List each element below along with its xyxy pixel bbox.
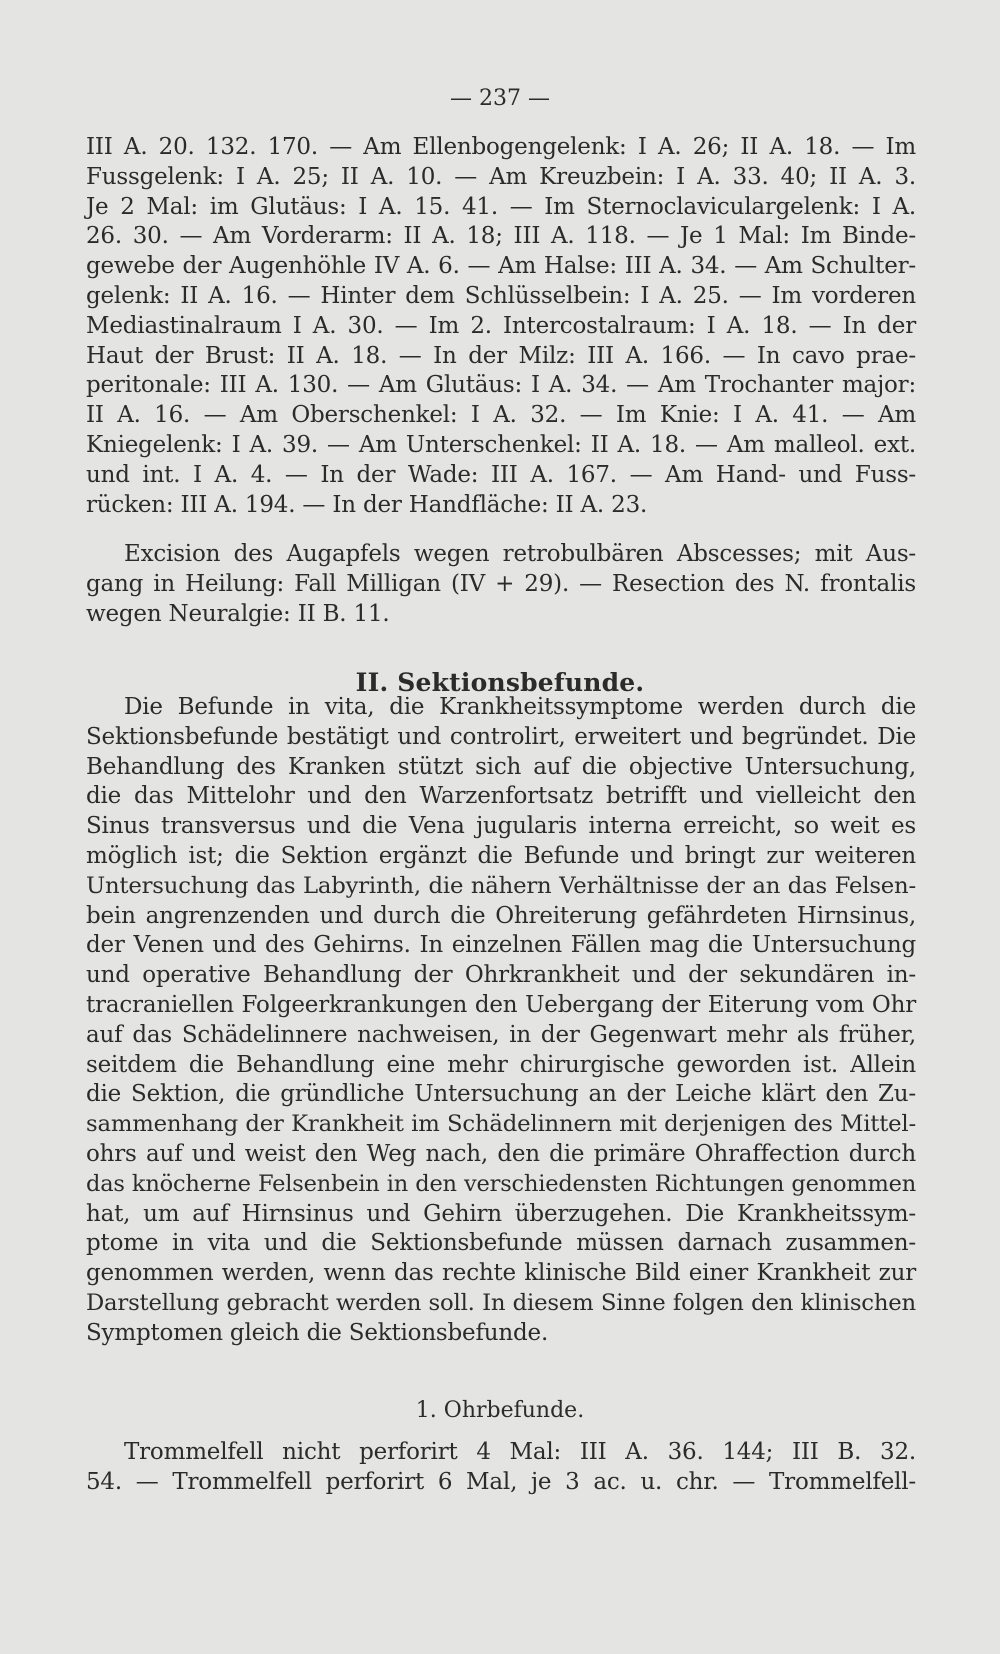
text-line: Symptomen gleich die Sektionsbefunde. (86, 1319, 549, 1346)
text-line: gewebe der Augenhöhle IV A. 6. — Am Halse: III A. 34. — Am Schulter- (86, 253, 916, 280)
text-line: III A. 20. 132. 170. — Am Ellenbogengelenk: I A. 26; II A. 18. — Im (86, 134, 916, 160)
text-line: hat, um auf Hirnsinus und Gehirn überzugehen. Die Krankheitssym- (86, 1200, 916, 1227)
text-line: die das Mittelohr und den Warzenfortsatz betrifft und vielleicht den (86, 783, 916, 810)
excision-paragraph (86, 540, 916, 629)
text-line: rücken: III A. 194. — In der Handfläche: II A. 23. (86, 491, 648, 518)
text-line: wegen Neuralgie: II B. 11. (86, 600, 390, 627)
text-line: der Venen und des Gehirns. In einzelnen Fällen mag die Untersuchung (86, 932, 916, 959)
text-line: Kniegelenk: I A. 39. — Am Unterschenkel: II A. 18. — Am malleol. ext. (86, 431, 916, 458)
text-line: II A. 16. — Am Oberschenkel: I A. 32. — Im Knie: I A. 41. — Am (86, 402, 916, 429)
text-line: möglich ist; die Sektion ergänzt die Befunde und bringt zur weiteren (86, 842, 916, 869)
text-line: Die Befunde in vita, die Krankheitssymptome werden durch die (124, 694, 916, 720)
text-line: Sektionsbefunde bestätigt und controlirt, erweitert und begründet. Die (86, 723, 916, 750)
text-line: Fussgelenk: I A. 25; II A. 10. — Am Kreuzbein: I A. 33. 40; II A. 3. (86, 163, 916, 190)
text-line: Trommelfell nicht perforirt 4 Mal: III A. 36. 144; III B. 32. (124, 1439, 916, 1465)
text-line: seitdem die Behandlung eine mehr chirurgische geworden ist. Allein (86, 1051, 916, 1078)
text-line: Behandlung des Kranken stützt sich auf die objective Untersuchung, (86, 753, 916, 780)
section-heading: II. Sektionsbefunde. (355, 668, 645, 697)
text-line: sammenhang der Krankheit im Schädelinnern mit derjenigen des Mittel- (86, 1111, 916, 1138)
text-line: 54. — Trommelfell perforirt 6 Mal, je 3 ac. u. chr. — Trommelfell- (86, 1468, 916, 1495)
text-line: Excision des Augapfels wegen retrobulbären Abscesses; mit Aus- (124, 541, 916, 567)
ohrbefunde-paragraph (86, 1438, 916, 1498)
text-line: und operative Behandlung der Ohrkrankheit und der sekundären in- (86, 962, 916, 989)
text-line: auf das Schädelinnere nachweisen, in der Gegenwart mehr als früher, (86, 1021, 916, 1048)
text-line: Haut der Brust: II A. 18. — In der Milz: III A. 166. — In cavo prae- (86, 342, 916, 369)
text-line: das knöcherne Felsenbein in den verschiedensten Richtungen genommen (86, 1170, 916, 1197)
text-line: und int. I A. 4. — In der Wade: III A. 167. — Am Hand- und Fuss- (86, 461, 916, 488)
text-line: ptome in vita und die Sektionsbefunde müssen darnach zusammen- (86, 1230, 916, 1257)
text-line: peritonale: III A. 130. — Am Glutäus: I A. 34. — Am Trochanter major: (86, 372, 916, 399)
text-line: die Sektion, die gründliche Untersuchung an der Leiche klärt den Zu- (86, 1081, 916, 1108)
text-line: gelenk: II A. 16. — Hinter dem Schlüsselbein: I A. 25. — Im vorderen (86, 282, 916, 309)
text-line: Untersuchung das Labyrinth, die nähern Verhältnisse der an das Felsen- (86, 872, 916, 899)
subsection-heading: 1. Ohrbefunde. (415, 1398, 585, 1423)
text-line: tracraniellen Folgeerkrankungen den Uebergang der Eiterung vom Ohr (86, 991, 916, 1018)
text-line: bein angrenzenden und durch die Ohreiterung gefährdeten Hirnsinus, (86, 902, 916, 929)
text-line: genommen werden, wenn das rechte klinische Bild einer Krankheit zur (86, 1260, 916, 1287)
text-line: Darstellung gebracht werden soll. In diesem Sinne folgen den klinischen (86, 1289, 916, 1316)
findings-list-paragraph (86, 133, 916, 520)
text-line: 26. 30. — Am Vorderarm: II A. 18; III A. 118. — Je 1 Mal: Im Binde- (86, 223, 916, 250)
text-line: Je 2 Mal: im Glutäus: I A. 15. 41. — Im Sternoclaviculargelenk: I A. (86, 193, 916, 220)
page-number: — 237 — (450, 86, 550, 111)
sektionsbefunde-paragraph (86, 693, 916, 1349)
text-line: Mediastinalraum I A. 30. — Im 2. Intercostalraum: I A. 18. — In der (86, 312, 916, 339)
text-line: ohrs auf und weist den Weg nach, den die primäre Ohraffection durch (86, 1140, 916, 1167)
text-line: Sinus transversus und die Vena jugularis interna erreicht, so weit es (86, 813, 916, 840)
text-line: gang in Heilung: Fall Milligan (IV + 29). — Resection des N. frontalis (86, 570, 916, 597)
